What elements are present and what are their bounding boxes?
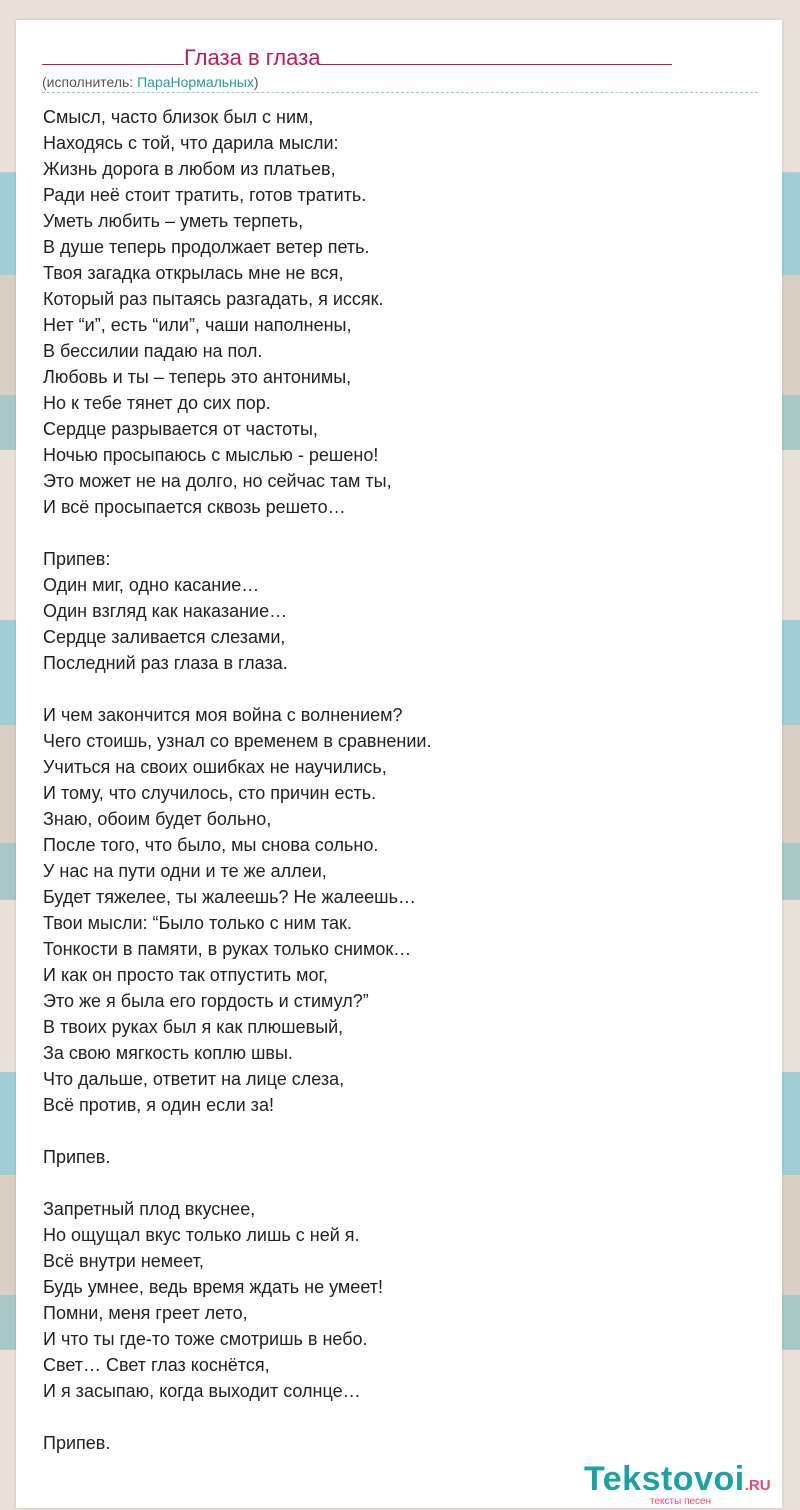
lyric-line: Ради неё стоит тратить, готов тратить. — [43, 185, 367, 205]
lyric-line: И как он просто так отпустить мог, — [43, 965, 328, 985]
lyric-blank-line — [43, 1118, 763, 1144]
title-underline-left — [42, 42, 184, 65]
lyric-line: Припев. — [43, 1433, 111, 1453]
lyric-line: Но ощущал вкус только лишь с ней я. — [43, 1225, 360, 1245]
lyric-line: После того, что было, мы снова сольно. — [43, 835, 379, 855]
lyric-line: Один взгляд как наказание… — [43, 601, 288, 621]
song-title-row — [42, 42, 692, 73]
lyric-line: И я засыпаю, когда выходит солнце… — [43, 1381, 361, 1401]
lyric-line: Тонкости в памяти, в руках только снимок… — [43, 939, 412, 959]
lyric-line: Который раз пытаясь разгадать, я иссяк. — [43, 289, 384, 309]
artist-line — [42, 72, 259, 92]
lyric-line: Жизнь дорога в любом из платьев, — [43, 159, 336, 179]
lyric-line: Сердце разрывается от частоты, — [43, 419, 318, 439]
lyric-line: Сердце заливается слезами, — [43, 627, 286, 647]
lyric-line: В бессилии падаю на пол. — [43, 341, 263, 361]
lyric-line: И всё просыпается сквозь решето… — [43, 497, 346, 517]
lyric-blank-line — [43, 1170, 763, 1196]
lyric-line: Чего стоишь, узнал со временем в сравнении. — [43, 731, 432, 751]
lyric-line: Будь умнее, ведь время ждать не умеет! — [43, 1277, 383, 1297]
lyric-line: Ночью просыпаюсь с мыслью - решено! — [43, 445, 379, 465]
lyric-blank-line — [43, 1404, 763, 1430]
lyric-line: Уметь любить – уметь терпеть, — [43, 211, 304, 231]
lyric-blank-line — [43, 520, 763, 546]
lyric-blank-line — [43, 676, 763, 702]
lyric-line: В твоих руках был я как плюшевый, — [43, 1017, 344, 1037]
lyric-line: Смысл, часто близок был с ним, — [43, 107, 314, 127]
site-logo[interactable] — [584, 1460, 794, 1510]
lyric-line: И тому, что случилось, сто причин есть. — [43, 783, 377, 803]
lyric-line: Нет “и”, есть “или”, чаши наполнены, — [43, 315, 352, 335]
lyric-line: В душе теперь продолжает ветер петь. — [43, 237, 370, 257]
artist-prefix: (исполнитель: — [42, 74, 138, 90]
song-title: Глаза в глаза — [184, 45, 321, 70]
logo-tld: .RU — [744, 1477, 771, 1494]
lyrics-card — [16, 20, 782, 1508]
lyric-line: Находясь с той, что дарила мысли: — [43, 133, 339, 153]
lyric-line: Твои мысли: “Было только с ним так. — [43, 913, 352, 933]
lyric-line: Что дальше, ответит на лице слеза, — [43, 1069, 345, 1089]
divider — [42, 92, 758, 93]
lyric-line: Любовь и ты – теперь это антонимы, — [43, 367, 352, 387]
lyric-line: Припев. — [43, 1147, 111, 1167]
lyric-line: Будет тяжелее, ты жалеешь? Не жалеешь… — [43, 887, 416, 907]
title-underline-right — [320, 42, 672, 65]
lyric-line: Свет… Свет глаз коснётся, — [43, 1355, 270, 1375]
lyric-line: Но к тебе тянет до сих пор. — [43, 393, 271, 413]
lyric-line: Всё против, я один если за! — [43, 1095, 274, 1115]
lyric-line: И что ты где-то тоже смотришь в небо. — [43, 1329, 368, 1349]
lyric-line: Учиться на своих ошибках не научились, — [43, 757, 387, 777]
lyric-line: Последний раз глаза в глаза. — [43, 653, 288, 673]
artist-suffix: ) — [253, 74, 259, 90]
lyric-line: Твоя загадка открылась мне не вся, — [43, 263, 344, 283]
logo-subtitle: тексты песен — [650, 1496, 712, 1507]
artist-link[interactable]: ПараНормальных — [137, 74, 254, 90]
lyric-line: У нас на пути одни и те же аллеи, — [43, 861, 327, 881]
logo-brand: Tekstovoi — [584, 1460, 745, 1498]
lyric-line: Запретный плод вкуснее, — [43, 1199, 256, 1219]
lyric-line: Один миг, одно касание… — [43, 575, 260, 595]
lyric-line: Знаю, обоим будет больно, — [43, 809, 272, 829]
lyric-line: Помни, меня греет лето, — [43, 1303, 248, 1323]
lyric-line: Всё внутри немеет, — [43, 1251, 204, 1271]
lyrics-text — [43, 104, 763, 1456]
lyric-line: Припев: — [43, 549, 111, 569]
lyric-line: За свою мягкость коплю швы. — [43, 1043, 293, 1063]
lyric-line: И чем закончится моя война с волнением? — [43, 705, 403, 725]
lyric-line: Это может не на долго, но сейчас там ты, — [43, 471, 392, 491]
lyric-line: Это же я была его гордость и стимул?” — [43, 991, 369, 1011]
